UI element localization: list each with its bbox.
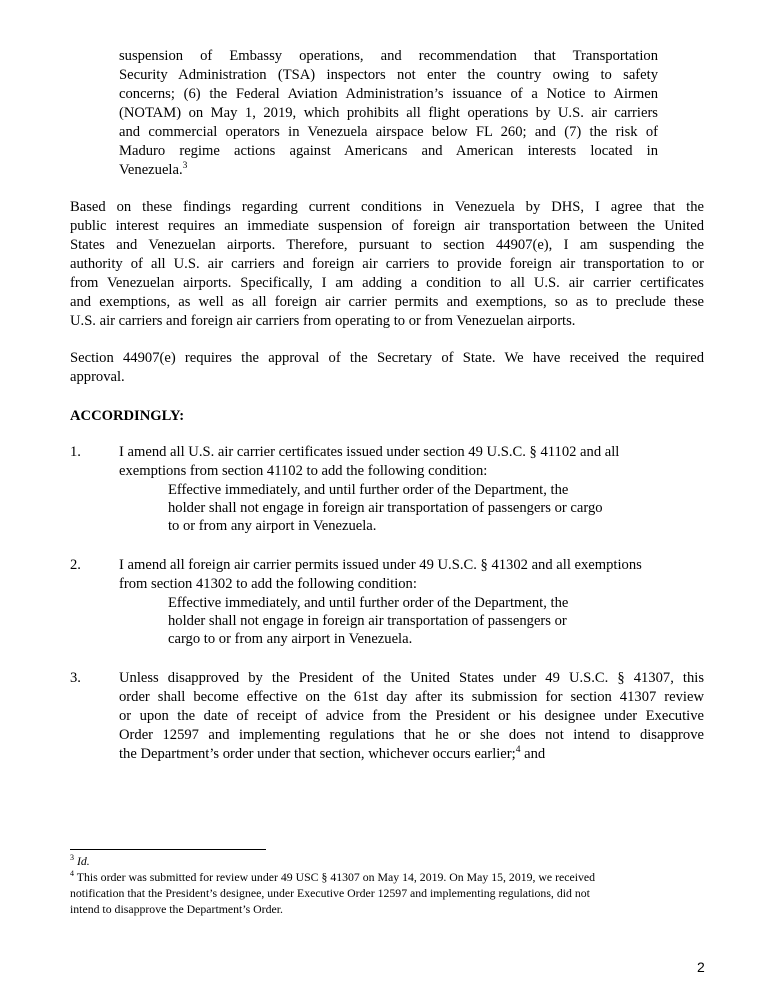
item-number: 1. xyxy=(70,444,81,460)
item-line: exemptions from section 41102 to add the following condition: xyxy=(119,463,488,479)
findings-line: from Venezuelan airports. Specifically, I am adding a condition to all U.S. air carrier certificates xyxy=(70,275,704,291)
condition-line: Effective immediately, and until further order of the Department, the xyxy=(168,595,569,611)
footnote-marker: 3 xyxy=(70,853,74,863)
quote-line: Maduro regime actions against Americans and American interests located in xyxy=(119,143,658,159)
condition-line: to or from any airport in Venezuela. xyxy=(168,518,377,534)
quote-line: and commercial operators in Venezuela airspace below FL 260; and (7) the risk of xyxy=(119,124,658,140)
condition-line: holder shall not engage in foreign air transportation of passengers or xyxy=(168,613,567,629)
item-line: Order 12597 and implementing regulations that he or she does not intend to disapprove xyxy=(119,727,704,743)
condition-line: Effective immediately, and until further order of the Department, the xyxy=(168,482,569,498)
footnote-ref-4: 4 xyxy=(515,745,521,756)
item-line: I amend all U.S. air carrier certificates issued under section 49 U.S.C. § 41102 and all xyxy=(119,444,620,460)
item-number: 2. xyxy=(70,557,81,573)
footnote-text: Id. xyxy=(76,854,90,868)
findings-line: U.S. air carriers and foreign air carriers from operating to or from Venezuelan airports. xyxy=(70,313,576,329)
quote-last-text: Venezuela. xyxy=(119,162,183,178)
condition-line: holder shall not engage in foreign air transportation of passengers or cargo xyxy=(168,500,603,516)
quote-line: concerns; (6) the Federal Aviation Administration’s issuance of a Notice to Airmen xyxy=(119,86,658,102)
quote-line: Security Administration (TSA) inspectors not enter the country owing to safety xyxy=(119,67,658,83)
footnote-3 xyxy=(70,853,710,869)
quote-line: suspension of Embassy operations, and recommendation that Transportation xyxy=(119,48,658,64)
findings-line: public interest requires an immediate suspension of foreign air transportation between the United xyxy=(70,218,704,234)
footnote-separator xyxy=(70,849,266,850)
condition-line: cargo to or from any airport in Venezuela. xyxy=(168,631,413,647)
footnote-text: This order was submitted for review under 49 USC § 41307 on May 14, 2019. On May 15, 2019, we received xyxy=(76,870,596,884)
item-line: from section 41302 to add the following condition: xyxy=(119,576,417,592)
item-line: Unless disapproved by the President of the United States under 49 U.S.C. § 41307, this xyxy=(119,670,704,686)
footnote-4 xyxy=(70,869,710,885)
approval-line: approval. xyxy=(70,369,125,385)
findings-line: and exemptions, as well as all foreign air carrier permits and exemptions, so as to preclude these xyxy=(70,294,704,310)
footnote-4-continued: notification that the President’s designee, under Executive Order 12597 and implementing regulations, did not xyxy=(70,886,590,900)
quote-last-line xyxy=(119,161,187,180)
findings-line: States and Venezuelan airports. Therefore, pursuant to section 44907(e), I am suspending the xyxy=(70,237,704,253)
page-number: 2 xyxy=(697,959,705,975)
item-line: or upon the date of receipt of advice from the President or his designee under Executive xyxy=(119,708,704,724)
accordingly-heading: ACCORDINGLY: xyxy=(70,408,185,424)
item-line: order shall become effective on the 61st day after its submission for section 41307 review xyxy=(119,689,704,705)
findings-line: authority of all U.S. air carriers and foreign air carriers to provide foreign air transportation to or xyxy=(70,256,704,272)
footnote-marker: 4 xyxy=(70,869,74,879)
item-last-text: the Department’s order under that section, whichever occurs earlier; xyxy=(119,746,516,762)
item-last-tail: and xyxy=(520,746,546,762)
findings-line: Based on these findings regarding current conditions in Venezuela by DHS, I agree that the xyxy=(70,199,704,215)
footnote-4-continued: intend to disapprove the Department’s Order. xyxy=(70,902,283,916)
approval-line: Section 44907(e) requires the approval of the Secretary of State. We have received the required xyxy=(70,350,704,366)
quote-line: (NOTAM) on May 1, 2019, which prohibits all flight operations by U.S. air carriers xyxy=(119,105,658,121)
item-number: 3. xyxy=(70,670,81,686)
item-line: I amend all foreign air carrier permits issued under 49 U.S.C. § 41302 and all exemptions xyxy=(119,557,642,573)
footnote-ref-3: 3 xyxy=(182,161,188,172)
item-last-line xyxy=(119,745,545,764)
